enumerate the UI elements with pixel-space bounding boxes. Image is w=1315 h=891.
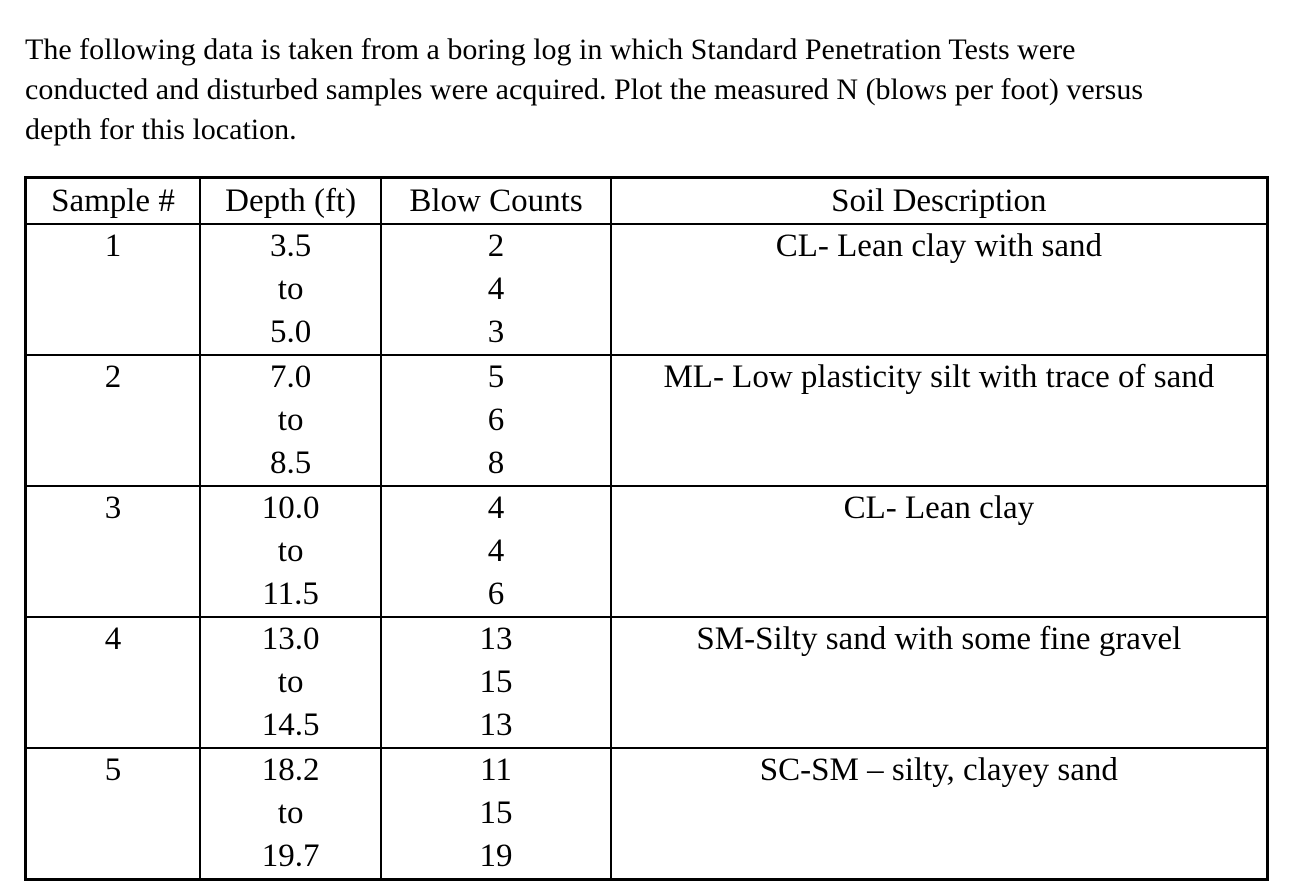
- blow-count: 6: [487, 576, 505, 612]
- depth-cell: [200, 355, 381, 486]
- blow-count: 2: [487, 228, 505, 264]
- soil-description-cell: CL- Lean clay with sand: [611, 224, 1268, 355]
- depth-bottom: 14.5: [261, 707, 320, 743]
- header-depth: Depth (ft): [200, 178, 381, 225]
- blow-count: 11: [480, 752, 512, 788]
- blow-counts-cell: [381, 224, 610, 355]
- depth-bottom: 19.7: [261, 838, 320, 874]
- soil-description-cell: CL- Lean clay: [611, 486, 1268, 617]
- blow-counts-cell: [381, 617, 610, 748]
- depth-bottom: 11.5: [262, 576, 319, 612]
- problem-statement: [25, 30, 1295, 150]
- depth-top: 13.0: [261, 621, 320, 657]
- blow-count: 8: [487, 445, 505, 481]
- depth-top: 3.5: [270, 228, 312, 264]
- depth-to: to: [277, 533, 304, 569]
- blow-count: 4: [487, 490, 505, 526]
- depth-top: 10.0: [261, 490, 320, 526]
- blow-count: 6: [487, 402, 505, 438]
- blow-count: 4: [487, 533, 505, 569]
- problem-statement-line: The following data is taken from a boring log in which Standard Penetration Tests were: [25, 33, 1076, 66]
- depth-bottom: 8.5: [270, 445, 312, 481]
- depth-to: to: [277, 795, 304, 831]
- depth-to: to: [277, 271, 304, 307]
- depth-cell: [200, 617, 381, 748]
- depth-to: to: [277, 664, 304, 700]
- blow-count: 15: [479, 795, 513, 831]
- table-row: [26, 748, 1268, 880]
- depth-top: 18.2: [261, 752, 320, 788]
- table-row: [26, 486, 1268, 617]
- table-row: [26, 355, 1268, 486]
- sample-number-cell: 4: [26, 617, 200, 748]
- blow-count: 5: [487, 359, 505, 395]
- sample-number-cell: 3: [26, 486, 200, 617]
- table-row: [26, 224, 1268, 355]
- depth-top: 7.0: [270, 359, 312, 395]
- depth-to: to: [277, 402, 304, 438]
- problem-statement-line: depth for this location.: [25, 113, 297, 146]
- sample-number-cell: 5: [26, 748, 200, 880]
- header-blow-counts: Blow Counts: [381, 178, 610, 225]
- depth-cell: [200, 486, 381, 617]
- soil-description-cell: SC-SM – silty, clayey sand: [611, 748, 1268, 880]
- blow-count: 13: [479, 707, 513, 743]
- sample-number-cell: 2: [26, 355, 200, 486]
- soil-description-cell: SM-Silty sand with some fine gravel: [611, 617, 1268, 748]
- blow-counts-cell: [381, 355, 610, 486]
- boring-log-table: [24, 176, 1269, 881]
- depth-bottom: 5.0: [270, 314, 312, 350]
- blow-count: 4: [487, 271, 505, 307]
- blow-count: 15: [479, 664, 513, 700]
- table-header-row: [26, 178, 1268, 225]
- blow-counts-cell: [381, 748, 610, 880]
- header-sample-number: Sample #: [26, 178, 200, 225]
- problem-statement-line: conducted and disturbed samples were acquired. Plot the measured N (blows per foot) versus: [25, 73, 1144, 106]
- blow-count: 3: [487, 314, 505, 350]
- soil-description-cell: ML- Low plasticity silt with trace of sand: [611, 355, 1268, 486]
- depth-cell: [200, 748, 381, 880]
- blow-count: 19: [479, 838, 513, 874]
- header-soil-description: Soil Description: [611, 178, 1268, 225]
- blow-counts-cell: [381, 486, 610, 617]
- table-row: [26, 617, 1268, 748]
- sample-number-cell: 1: [26, 224, 200, 355]
- blow-count: 13: [479, 621, 513, 657]
- depth-cell: [200, 224, 381, 355]
